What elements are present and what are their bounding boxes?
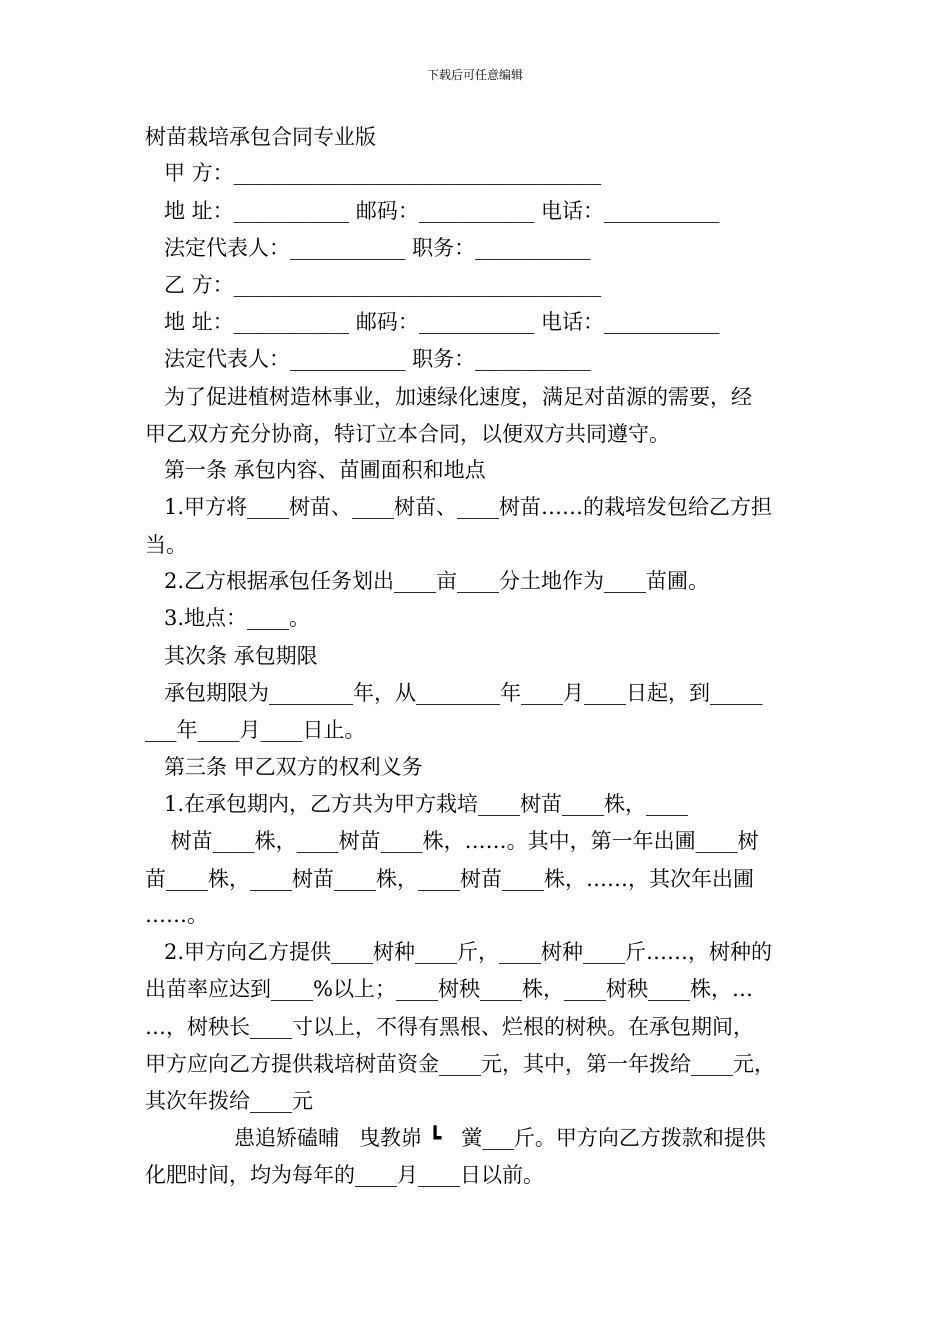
- article-3-item-2-line-3: …，树秧长____寸以上，不得有黑根、烂根的树秧。在承包期间，: [145, 1015, 754, 1039]
- party-b-address-line: 地 址：___________ 邮码：___________ 电话：___________: [164, 310, 720, 334]
- party-b-representative-line: 法定代表人：___________ 职务：___________: [164, 347, 591, 371]
- party-a-representative-line: 法定代表人：___________ 职务：___________: [164, 236, 591, 260]
- party-b-line: 乙 方：___________________________________: [164, 273, 602, 297]
- article-1-item-1-line-1: 1.甲方将____树苗、____树苗、____树苗……的栽培发包给乙方担: [164, 495, 773, 519]
- article-2-line-1: 承包期限为________年，从________年____月____日起，到_____: [164, 681, 763, 705]
- fertilizer-time-line: 化肥时间，均为每年的____月____日以前。: [145, 1163, 544, 1187]
- article-3-item-2-line-4: 甲方应向乙方提供栽培树苗资金____元，其中，第一年拨给____元，: [145, 1052, 775, 1076]
- article-1-item-1-line-2: 当。: [145, 533, 187, 557]
- article-2-line-2: ___年____月____日止。: [145, 718, 366, 742]
- header-note: 下载后可任意编辑: [426, 68, 523, 82]
- document-title: 树苗栽培承包合同专业版: [145, 125, 376, 149]
- article-3-item-1-line-1: 1.在承包期内，乙方共为甲方栽培____树苗____株，____: [164, 792, 689, 816]
- article-3-item-1-line-2: 树苗____株，____树苗____株，……。其中，第一年出圃____树: [164, 829, 759, 853]
- garbled-text-line: 患追矫磕晡 曳教峁 ┗ 黉___斤。甲方向乙方拨款和提供: [234, 1126, 766, 1150]
- article-1-item-3: 3.地点：____。: [164, 606, 311, 630]
- article-3-item-2-line-2: 出苗率应达到____%以上；____树秧____株，____树秧____株，…: [145, 977, 753, 1001]
- article-3-item-2-line-1: 2.甲方向乙方提供____树种____斤，____树种____斤……，树种的: [164, 940, 773, 964]
- article-3-heading: 第三条 甲乙双方的权利义务: [164, 755, 423, 779]
- preamble-line-1: 为了促进植树造林事业，加速绿化速度，满足对苗源的需要，经: [164, 385, 752, 409]
- article-3-item-1-line-3: 苗____株，____树苗____株，____树苗____株，……，其次年出圃: [145, 867, 754, 891]
- party-a-address-line: 地 址：___________ 邮码：___________ 电话：___________: [164, 199, 720, 223]
- article-3-item-1-line-4: ……。: [145, 903, 208, 927]
- article-3-item-2-line-5: 其次年拨给____元: [145, 1089, 313, 1113]
- preamble-line-2: 甲乙双方充分协商，特订立本合同，以便双方共同遵守。: [145, 422, 670, 446]
- article-1-heading: 第一条 承包内容、苗圃面积和地点: [164, 458, 486, 482]
- article-2-heading: 其次条 承包期限: [164, 644, 318, 668]
- party-a-line: 甲 方：___________________________________: [164, 161, 602, 185]
- article-1-item-2: 2.乙方根据承包任务划出____亩____分土地作为____苗圃。: [164, 569, 710, 593]
